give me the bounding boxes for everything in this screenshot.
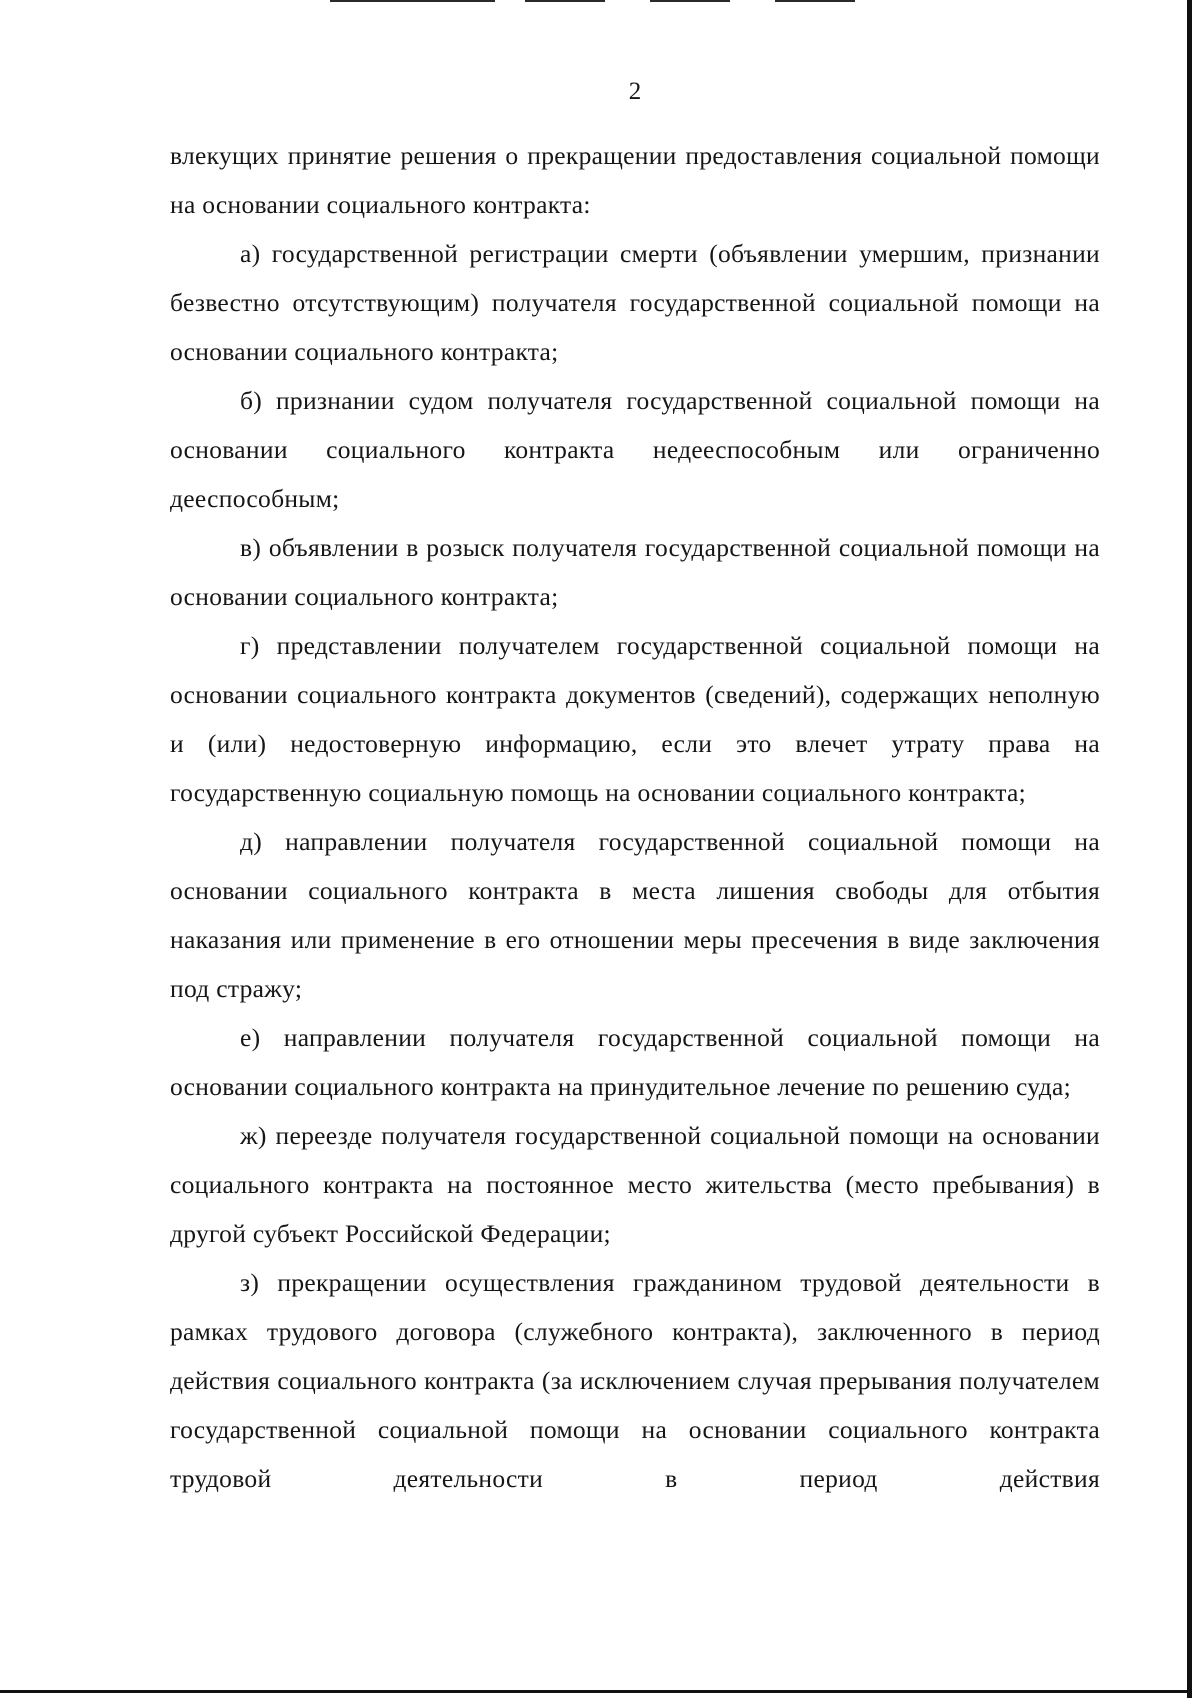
paragraph-item-v: в) объявлении в розыск получателя государственной социальной помощи на основании социального контракта; <box>170 533 1100 611</box>
paragraph-item-b: б) признании судом получателя государственной социальной помощи на основании социального контракта недееспособным или ограниченно дееспособным; <box>170 386 1100 513</box>
document-body <box>170 131 1100 1503</box>
paragraph-intro: влекущих принятие решения о прекращении предоставления социальной помощи на основании социального контракта: <box>170 141 1100 219</box>
scan-bottom-edge <box>0 1690 1190 1693</box>
scan-top-mark <box>330 0 495 2</box>
paragraph-item-g: г) представлении получателем государственной социальной помощи на основании социального контракта документов (сведений), содержащих неполную и (или) недостоверную информацию, если это влечет утрату права на государственную социальную помощь на основании социального контракта; <box>170 631 1100 807</box>
paragraph-item-a: а) государственной регистрации смерти (объявлении умершим, признании безвестно отсутствующим) получателя государственной социальной помощи на основании социального контракта; <box>170 239 1100 366</box>
scan-right-edge <box>1187 0 1192 1698</box>
paragraph-item-zh: ж) переезде получателя государственной социальной помощи на основании социального контракта на постоянное место жительства (место пребывания) в другой субъект Российской Федерации; <box>170 1121 1100 1248</box>
scan-top-mark <box>650 0 730 2</box>
scan-top-mark <box>525 0 605 2</box>
paragraph-item-d: д) направлении получателя государственной социальной помощи на основании социального контракта в места лишения свободы для отбытия наказания или применение в его отношении меры пресечения в виде заключения под стражу; <box>170 827 1100 1003</box>
page-number: 2 <box>628 78 642 105</box>
paragraph-item-e: е) направлении получателя государственной социальной помощи на основании социального контракта на принудительное лечение по решению суда; <box>170 1023 1100 1101</box>
scan-top-mark <box>775 0 855 2</box>
paragraph-item-z: з) прекращении осуществления гражданином трудовой деятельности в рамках трудового договора (служебного контракта), заключенного в период действия социального контракта (за исключением случая прерывания получателем государственной социальной помощи на основании социального контракта трудовой деятельности в период действия <box>170 1268 1100 1493</box>
